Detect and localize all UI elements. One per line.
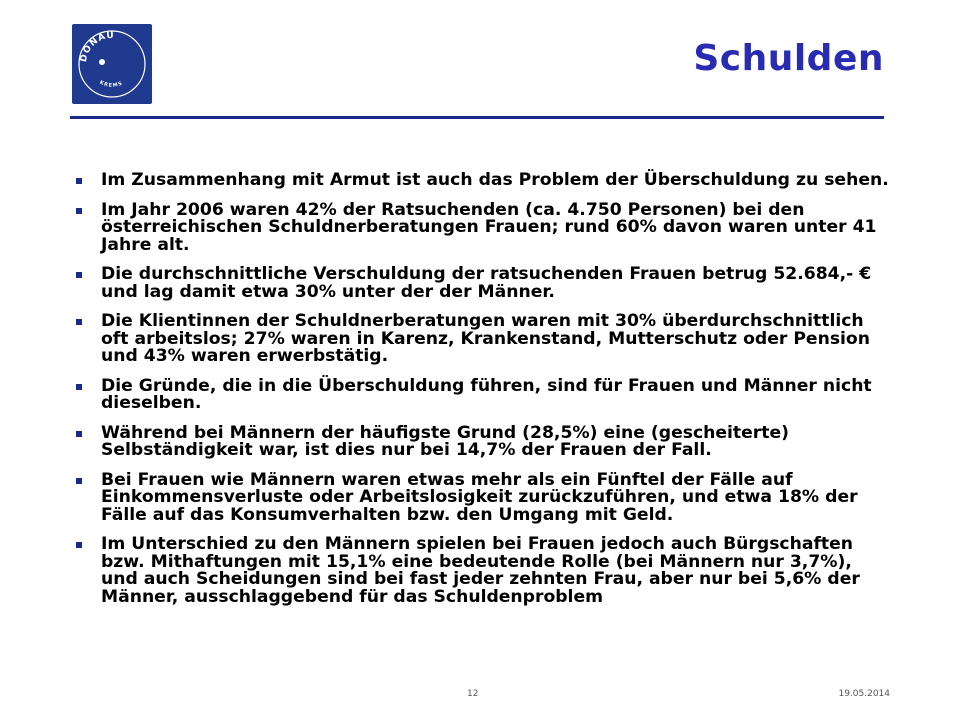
bullet-text: Die Klientinnen der Schuldnerberatungen waren mit 30% überdurchschnittlich oft arbeitslos; 27% waren in Karenz, Krankenstand, Mutterschutz oder Pension und 43% waren erwerbstätig. <box>101 311 870 366</box>
svg-text:DONAU <box>79 31 115 63</box>
page-number: 12 <box>467 689 479 699</box>
bullet-text: Im Jahr 2006 waren 42% der Ratsuchenden (ca. 4.750 Personen) bei den österreichischen Schuldnerberatungen Frauen; rund 60% davon waren unter 41 Jahre alt. <box>101 199 877 255</box>
bullet-item <box>74 422 894 460</box>
bullet-text: Im Zusammenhang mit Armut ist auch das Problem der Überschuldung zu sehen. <box>101 170 889 190</box>
logo-text-krems: KREMS <box>98 79 124 89</box>
bullet-item <box>74 199 894 255</box>
slide-title: Schulden <box>693 38 884 79</box>
logo-emblem-icon <box>72 24 152 104</box>
logo-text-donau: DONAU <box>78 30 115 64</box>
bullet-item <box>74 266 894 301</box>
square-bullet-icon <box>76 384 82 390</box>
svg-text:KREMS <box>98 80 123 89</box>
square-bullet-icon <box>76 178 82 184</box>
square-bullet-icon <box>76 272 82 278</box>
square-bullet-icon <box>76 319 82 325</box>
bullet-text: Im Unterschied zu den Männern spielen bei Frauen jedoch auch Bürgschaften bzw. Mithaftungen mit 15,1% eine bedeutende Rolle (bei Männern nur 3,7%), und auch Scheidungen sind bei fast jeder zehnten Frau, aber nur bei 5,6% der Männer, ausschlaggebend für das Schuldenproblem <box>101 534 860 607</box>
bullet-item <box>74 172 894 190</box>
bullet-item <box>74 375 894 413</box>
slide-date: 19.05.2014 <box>838 689 890 699</box>
bullet-item <box>74 469 894 525</box>
bullet-text: Bei Frauen wie Männern waren etwas mehr als ein Fünftel der Fälle auf Einkommensverluste oder Arbeitslosigkeit zurückzuführen, und etwa 18% der Fälle auf das Konsumverhalten bzw. den Umgang mit Geld. <box>101 469 858 525</box>
bullet-text: Die Gründe, die in die Überschuldung führen, sind für Frauen und Männer nicht dieselben. <box>101 375 872 413</box>
title-divider <box>70 116 884 119</box>
bullet-list <box>74 172 894 618</box>
bullet-text: Die durchschnittliche Verschuldung der ratsuchenden Frauen betrug 52.684,- € und lag damit etwa 30% unter der der Männer. <box>101 264 872 302</box>
bullet-item <box>74 313 894 366</box>
university-logo <box>72 24 152 104</box>
square-bullet-icon <box>76 208 82 214</box>
bullet-item <box>74 536 894 606</box>
square-bullet-icon <box>76 431 82 437</box>
square-bullet-icon <box>76 478 82 484</box>
square-bullet-icon <box>76 542 82 548</box>
bullet-text: Während bei Männern der häufigste Grund (28,5%) eine (gescheiterte) Selbständigkeit war, ist dies nur bei 14,7% der Frauen der Fall. <box>101 422 790 460</box>
